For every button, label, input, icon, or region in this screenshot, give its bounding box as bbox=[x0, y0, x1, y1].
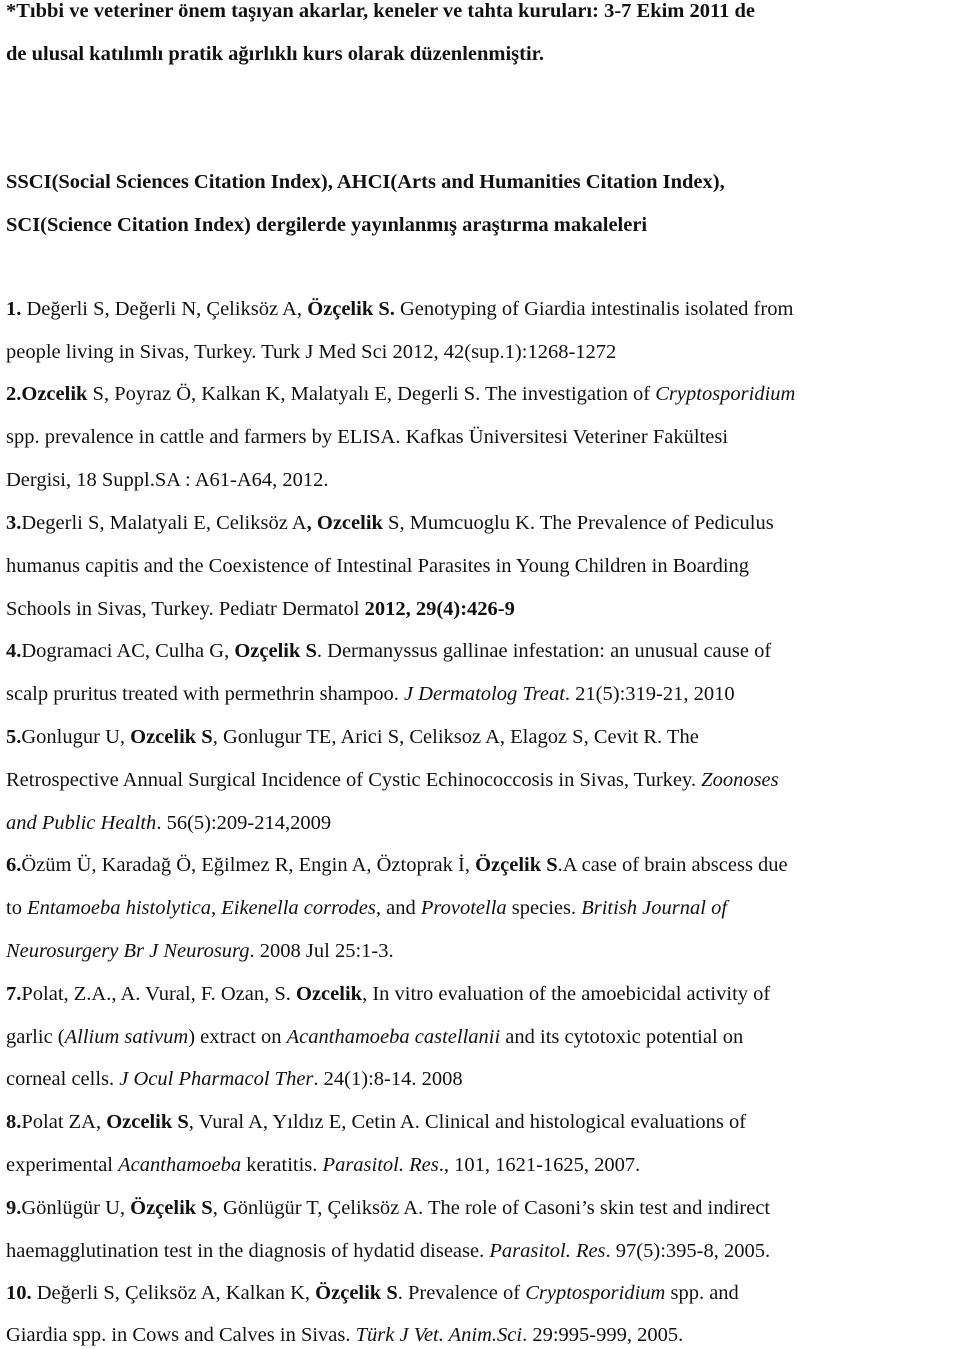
reference-5-line-3 bbox=[6, 810, 331, 836]
reference-1-line-1 bbox=[6, 296, 793, 322]
reference-4-line-1 bbox=[6, 638, 771, 664]
journal-name: Parasitol. Res bbox=[489, 1240, 606, 1262]
highlighted-author: Ozcelik S bbox=[130, 726, 213, 748]
organism-name: Entamoeba histolytica, Eikenella corrodes, bbox=[27, 897, 382, 919]
reference-9-line-2 bbox=[6, 1238, 770, 1264]
highlighted-author: Ozçelik S bbox=[234, 640, 317, 662]
reference-title: Giardia spp. in Cows and Calves in Sivas. bbox=[6, 1324, 356, 1346]
reference-citation: . 21(5):319-21, 2010 bbox=[564, 683, 735, 705]
reference-title: Retrospective Annual Surgical Incidence of Cystic Echinococcosis in Sivas, Turkey. bbox=[6, 769, 702, 791]
reference-text: Schools in Sivas, Turkey. Pediatr Dermatol bbox=[6, 598, 365, 620]
reference-7-line-3 bbox=[6, 1066, 463, 1092]
highlighted-author: Ozcelik bbox=[296, 983, 363, 1005]
journal-name: Türk J Vet. Anim.Sci bbox=[355, 1324, 523, 1346]
reference-title: , Vural A, Yıldız E, Cetin A. Clinical and histological evaluations of bbox=[188, 1111, 747, 1133]
reference-5-line-1 bbox=[6, 724, 699, 750]
reference-title: spp. and bbox=[665, 1282, 739, 1304]
reference-title: garlic ( bbox=[6, 1026, 65, 1048]
reference-title: , In vitro evaluation of the amoebicidal activity of bbox=[362, 983, 771, 1005]
reference-authors: S, Poyraz Ö, Kalkan K, Malatyalı E, Degerli S. The investigation of bbox=[87, 383, 656, 405]
organism-name: Allium sativum bbox=[64, 1026, 189, 1048]
reference-citation: 2012, 29(4):426-9 bbox=[364, 598, 515, 620]
reference-3-line-2: humanus capitis and the Coexistence of Intestinal Parasites in Young Children in Boarding bbox=[6, 555, 750, 577]
organism-name: Acanthamoeba castellanii bbox=[286, 1026, 501, 1048]
reference-authors: Değerli S, Çeliksöz A, Kalkan K, bbox=[31, 1282, 316, 1304]
reference-title: keratitis. bbox=[241, 1154, 323, 1176]
reference-number: 8. bbox=[6, 1111, 22, 1133]
reference-authors: Değerli S, Değerli N, Çeliksöz A, bbox=[21, 298, 308, 320]
highlighted-author: Özçelik S bbox=[130, 1197, 213, 1219]
reference-title: ) extract on bbox=[188, 1026, 287, 1048]
reference-10-line-1 bbox=[6, 1280, 739, 1306]
journal-name: Neurosurgery Br J Neurosurg bbox=[6, 940, 250, 962]
journal-name: J Dermatolog Treat bbox=[403, 683, 565, 705]
reference-citation: . 2008 Jul 25:1-3. bbox=[249, 940, 394, 962]
reference-citation: . 24(1):8-14. 2008 bbox=[313, 1068, 463, 1090]
reference-authors: Polat, Z.A., A. Vural, F. Ozan, S. bbox=[21, 983, 297, 1005]
reference-2-line-1 bbox=[6, 381, 795, 407]
section-heading-line-2: SCI(Science Citation Index) dergilerde yayınlanmış araştırma makaleleri bbox=[6, 214, 648, 236]
highlighted-author: Ozcelik bbox=[21, 383, 88, 405]
reference-6-line-2 bbox=[6, 895, 727, 921]
reference-3-line-3 bbox=[6, 596, 515, 622]
reference-8-line-2 bbox=[6, 1152, 640, 1178]
reference-title: . Dermanyssus gallinae infestation: an unusual cause of bbox=[316, 640, 772, 662]
reference-title: scalp pruritus treated with permethrin shampoo. bbox=[6, 683, 404, 705]
reference-authors-tail: , Gonlugur TE, Arici S, Celiksoz A, Elagoz S, Cevit R. The bbox=[212, 726, 699, 748]
reference-authors: Gönlügür U, bbox=[21, 1197, 131, 1219]
reference-citation: . 56(5):209-214,2009 bbox=[156, 812, 332, 834]
reference-authors-tail: S, Mumcuoglu K. The Prevalence of Pediculus bbox=[382, 512, 774, 534]
reference-citation: ., 101, 1621-1625, 2007. bbox=[438, 1154, 641, 1176]
reference-number: 10. bbox=[6, 1282, 32, 1304]
highlighted-author: Özçelik S bbox=[315, 1282, 398, 1304]
reference-6-line-3 bbox=[6, 938, 394, 964]
reference-authors: Degerli S, Malatyali E, Celiksöz A bbox=[21, 512, 307, 534]
reference-9-line-1 bbox=[6, 1195, 770, 1221]
reference-title: haemagglutination test in the diagnosis of hydatid disease. bbox=[6, 1240, 490, 1262]
reference-number: 4. bbox=[6, 640, 22, 662]
reference-authors: Özüm Ü, Karadağ Ö, Eğilmez R, Engin A, Öztoprak İ, bbox=[21, 854, 476, 876]
reference-5-line-2 bbox=[6, 767, 779, 793]
reference-8-line-1 bbox=[6, 1109, 746, 1135]
reference-7-line-1 bbox=[6, 981, 770, 1007]
reference-title: species. bbox=[506, 897, 582, 919]
reference-authors: Gonlugur U, bbox=[21, 726, 131, 748]
journal-name: British Journal of bbox=[581, 897, 728, 919]
reference-title: . Prevalence of bbox=[397, 1282, 526, 1304]
reference-title: and its cytotoxic potential on bbox=[500, 1026, 744, 1048]
reference-1-line-2: people living in Sivas, Turkey. Turk J Med Sci 2012, 42(sup.1):1268-1272 bbox=[6, 341, 617, 363]
reference-number: 9. bbox=[6, 1197, 22, 1219]
journal-name: Parasitol. Res bbox=[322, 1154, 439, 1176]
organism-name: Provotella bbox=[420, 897, 507, 919]
reference-number: 5. bbox=[6, 726, 22, 748]
journal-name: Zoonoses bbox=[701, 769, 779, 791]
reference-title: experimental bbox=[6, 1154, 119, 1176]
reference-10-line-2 bbox=[6, 1322, 683, 1348]
reference-7-line-2 bbox=[6, 1024, 743, 1050]
reference-4-line-2 bbox=[6, 681, 735, 707]
journal-name: J Ocul Pharmacol Ther bbox=[119, 1068, 314, 1090]
reference-3-line-1 bbox=[6, 510, 774, 536]
reference-authors: Dogramaci AC, Culha G, bbox=[21, 640, 235, 662]
reference-title: and bbox=[381, 897, 421, 919]
reference-title: Genotyping of Giardia intestinalis isolated from bbox=[394, 298, 794, 320]
section-heading-line-1: SSCI(Social Sciences Citation Index), AHCI(Arts and Humanities Citation Index), bbox=[6, 171, 725, 193]
reference-number: 7. bbox=[6, 983, 22, 1005]
reference-2-line-2: spp. prevalence in cattle and farmers by ELISA. Kafkas Üniversitesi Veteriner Fakültesi bbox=[6, 426, 729, 448]
reference-number: 1. bbox=[6, 298, 22, 320]
highlighted-author: Özçelik S. bbox=[307, 298, 395, 320]
note-line-1: *Tıbbi ve veteriner önem taşıyan akarlar, keneler ve tahta kuruları: 3-7 Ekim 2011 de bbox=[6, 0, 755, 22]
reference-authors: Polat ZA, bbox=[21, 1111, 107, 1133]
reference-citation: . 29:995-999, 2005. bbox=[522, 1324, 684, 1346]
reference-title: .A case of brain abscess due bbox=[557, 854, 788, 876]
note-line-2: de ulusal katılımlı pratik ağırlıklı kurs olarak düzenlenmiştir. bbox=[6, 43, 545, 65]
reference-2-line-3: Dergisi, 18 Suppl.SA : A61-A64, 2012. bbox=[6, 469, 329, 491]
reference-title: to bbox=[6, 897, 28, 919]
organism-name: Cryptosporidium bbox=[655, 383, 796, 405]
organism-name: Acanthamoeba bbox=[118, 1154, 242, 1176]
reference-number: 3. bbox=[6, 512, 22, 534]
highlighted-author: , Ozcelik bbox=[306, 512, 383, 534]
organism-name: Cryptosporidium bbox=[525, 1282, 666, 1304]
reference-number: 6. bbox=[6, 854, 22, 876]
journal-name: and Public Health bbox=[6, 812, 157, 834]
reference-title: , Gönlügür T, Çeliksöz A. The role of Casoni’s skin test and indirect bbox=[212, 1197, 771, 1219]
reference-citation: . 97(5):395-8, 2005. bbox=[605, 1240, 771, 1262]
reference-title: corneal cells. bbox=[6, 1068, 120, 1090]
highlighted-author: Ozcelik S bbox=[106, 1111, 189, 1133]
highlighted-author: Özçelik S bbox=[475, 854, 558, 876]
reference-6-line-1 bbox=[6, 852, 788, 878]
reference-number: 2. bbox=[6, 383, 22, 405]
